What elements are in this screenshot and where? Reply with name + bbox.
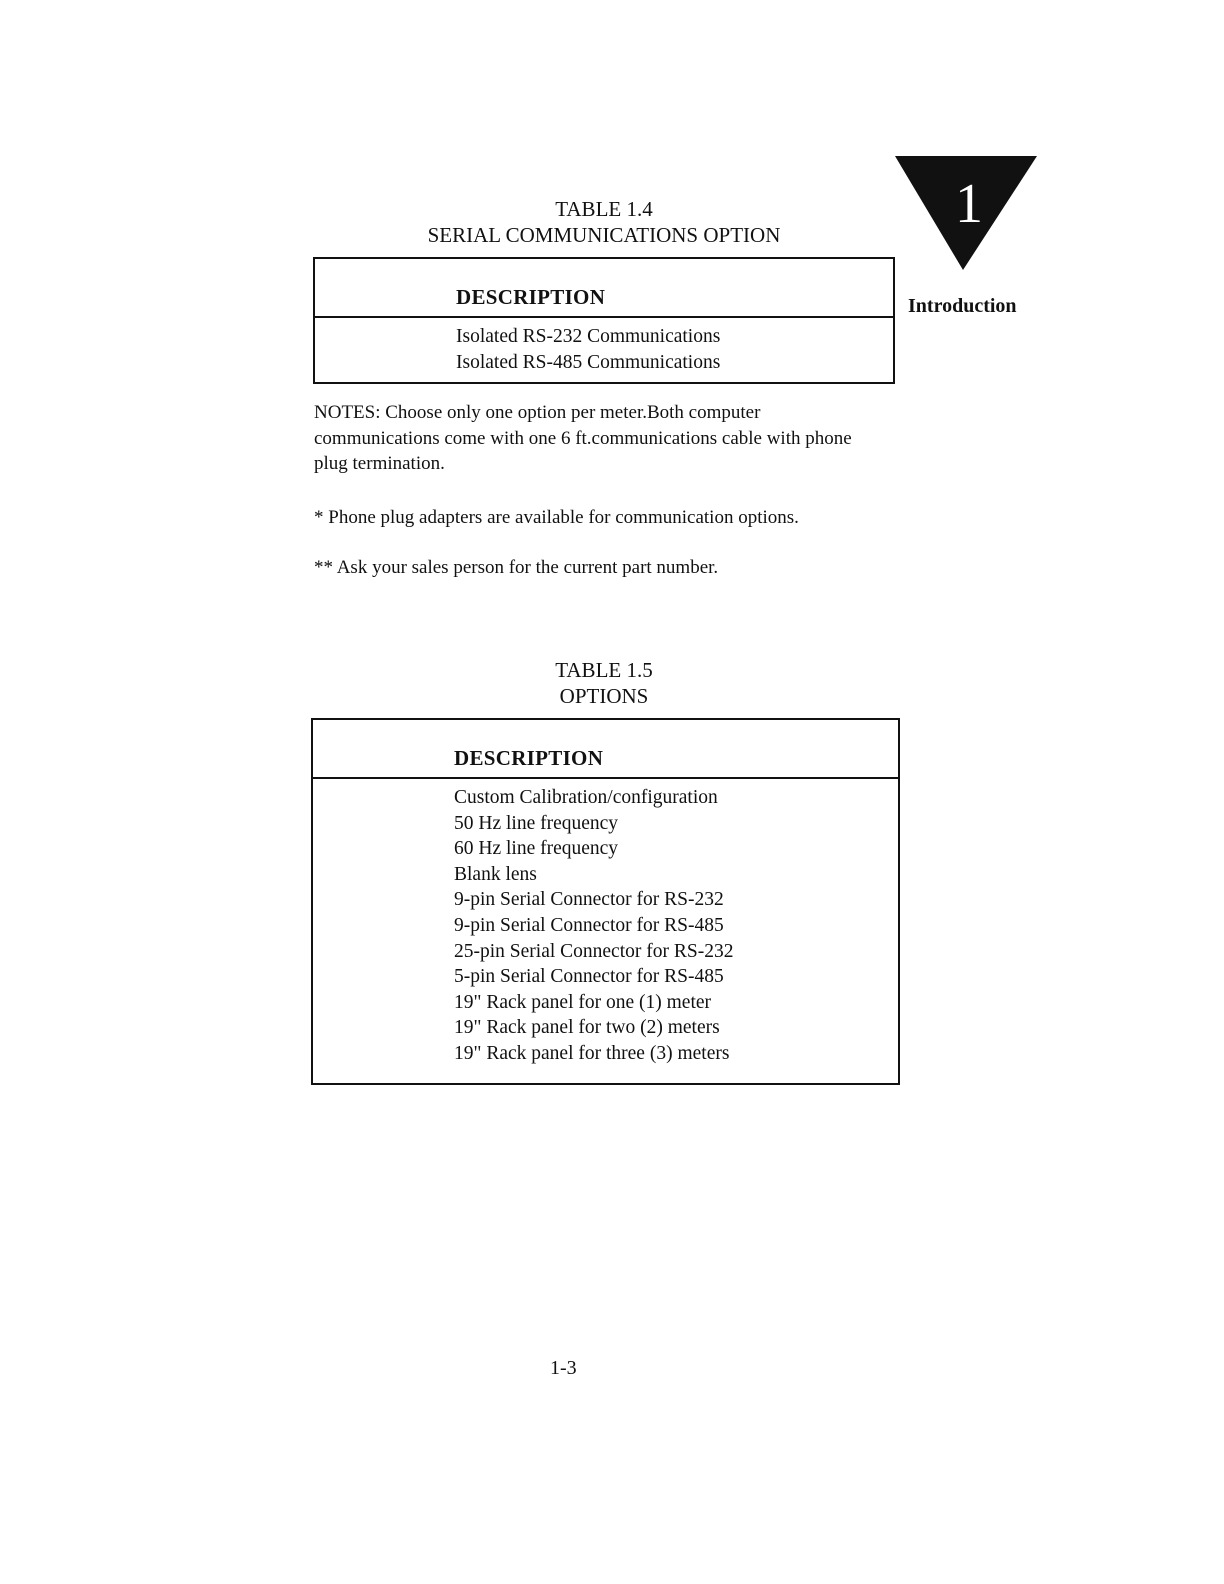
footnote-part-number: ** Ask your sales person for the current part number.	[314, 557, 719, 578]
chapter-number: 1	[955, 173, 983, 235]
table-row: 50 Hz line frequency	[454, 812, 619, 834]
table-1-4	[313, 257, 895, 384]
notes-paragraph	[314, 400, 874, 477]
table-row: Blank lens	[454, 863, 537, 885]
table-1-5-rows	[454, 785, 733, 1067]
notes-label: NOTES:	[314, 402, 381, 423]
table-1-5-header	[313, 720, 898, 779]
notes-text: Choose only one option per meter.Both computer communications come with one 6 ft.communications cable with phone plug termination.	[314, 402, 852, 474]
table-1-5-title: OPTIONS	[559, 684, 649, 708]
table-row: 60 Hz line frequency	[454, 838, 619, 860]
table-1-5-header-label: DESCRIPTION	[454, 746, 604, 770]
table-row: 9-pin Serial Connector for RS-485	[454, 914, 724, 936]
table-1-4-title: SERIAL COMMUNICATIONS OPTION	[427, 223, 781, 247]
table-1-4-rows	[456, 324, 720, 375]
page-number: 1-3	[550, 1357, 577, 1379]
table-1-4-number: TABLE 1.4	[555, 197, 653, 221]
table-row: Isolated RS-232 Communications	[456, 326, 721, 347]
table-row: 9-pin Serial Connector for RS-232	[454, 889, 724, 911]
chapter-label: Introduction	[908, 295, 1017, 317]
table-row: Isolated RS-485 Communications	[456, 351, 721, 373]
table-row: 19" Rack panel for one (1) meter	[454, 991, 712, 1013]
table-1-5-number: TABLE 1.5	[555, 658, 653, 682]
table-row: 19" Rack panel for two (2) meters	[454, 1017, 720, 1039]
footnote-phone-plug: * Phone plug adapters are available for communication options.	[314, 507, 799, 528]
table-row: 25-pin Serial Connector for RS-232	[454, 940, 734, 962]
table-row: Custom Calibration/configuration	[454, 787, 718, 808]
table-1-4-header	[315, 259, 893, 318]
table-1-5	[311, 718, 900, 1085]
table-1-4-caption	[314, 196, 894, 248]
table-row: 5-pin Serial Connector for RS-485	[454, 966, 724, 988]
table-row: 19" Rack panel for three (3) meters	[454, 1042, 730, 1064]
chapter-triangle-icon	[893, 154, 1039, 274]
table-1-4-header-label: DESCRIPTION	[456, 285, 606, 309]
chapter-marker	[893, 154, 1039, 274]
table-1-5-caption	[314, 657, 894, 709]
